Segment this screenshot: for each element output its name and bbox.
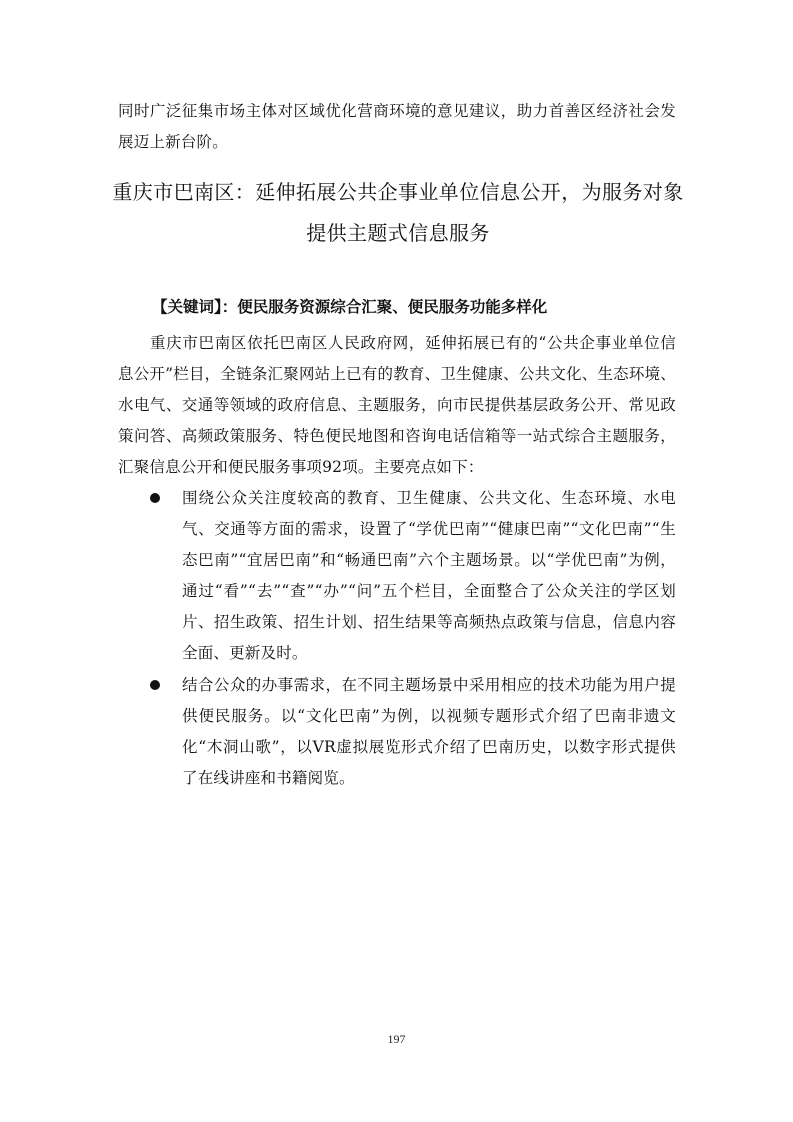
body-paragraph: 重庆市巴南区依托巴南区人民政府网，延伸拓展已有的“公共企事业单位信息公开”栏目，全链条汇聚网站上已有的教育、卫生健康、公共文化、生态环境、水电气、交通等领域的政府信息、主题服务，向市民提供基层政务公开、常见政策问答、高频政策服务、特色便民地图和咨询电话信箱等一站式综合主题服务，汇聚信息公开和便民服务事项92项。主要亮点如下：: [118, 334, 676, 476]
bullet-text: 围绕公众关注度较高的教育、卫生健康、公共文化、生态环境、水电气、交通等方面的需求，设置了“学优巴南”“健康巴南”“文化巴南”“生态巴南”“宜居巴南”和“畅通巴南”六个主题场景。以“学优巴南”为例，通过“看”“去”“查”“办”“问”五个栏目，全面整合了公众关注的学区划片、招生政策、招生计划、招生结果等高频热点政策与信息，信息内容全面、更新及时。: [182, 489, 676, 662]
bullet-dot-icon: [150, 493, 160, 503]
keywords-line: 【关键词】：便民服务资源综合汇聚、便民服务功能多样化: [152, 297, 548, 316]
continued-paragraph: 同时广泛征集市场主体对区域优化营商环境的意见建议，助力首善区经济社会发展迈上新台阶。: [118, 102, 676, 151]
bullet-text: 结合公众的办事需求，在不同主题场景中采用相应的技术功能为用户提供便民服务。以“文化巴南”为例，以视频专题形式介绍了巴南非遗文化“木洞山歌”，以VR虚拟展览形式介绍了巴南历史，以数字形式提供了在线讲座和书籍阅览。: [182, 676, 676, 787]
page-number: 197: [387, 1032, 406, 1046]
bullet-dot-icon: [150, 680, 160, 690]
section-heading: 重庆市巴南区：延伸拓展公共企事业单位信息公开，为服务对象提供主题式信息服务: [112, 180, 684, 245]
